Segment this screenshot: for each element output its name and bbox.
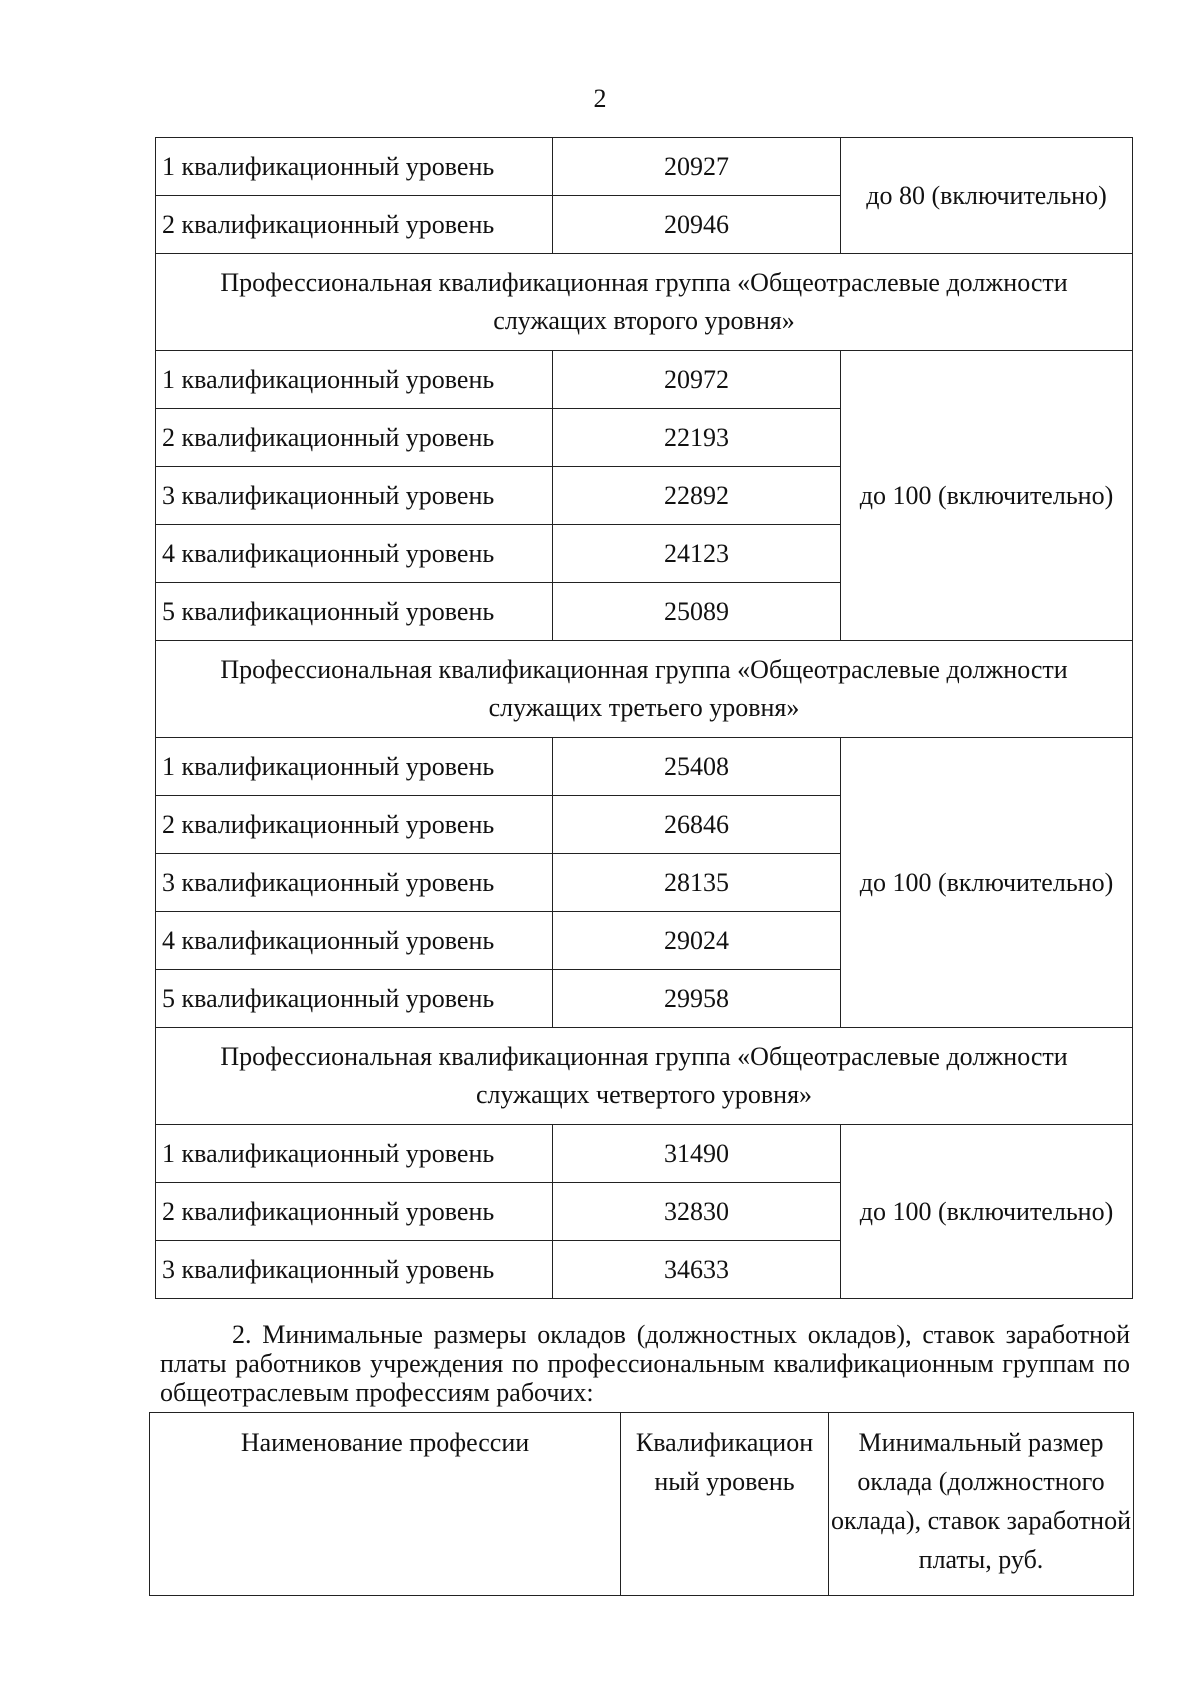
coefficient-cell: до 100 (включительно) xyxy=(841,1125,1133,1299)
salary-cell: 29024 xyxy=(553,912,841,970)
group-header-row xyxy=(156,641,1133,738)
coefficient-cell: до 100 (включительно) xyxy=(841,738,1133,1028)
salary-cell: 28135 xyxy=(553,854,841,912)
level-cell: 5 квалификационный уровень xyxy=(156,970,553,1028)
salary-cell: 22892 xyxy=(553,467,841,525)
coefficient-cell: до 80 (включительно) xyxy=(841,138,1133,254)
salary-table-workers xyxy=(149,1412,1134,1596)
level-cell: 2 квалификационный уровень xyxy=(156,796,553,854)
salary-cell: 25089 xyxy=(553,583,841,641)
level-cell: 5 квалификационный уровень xyxy=(156,583,553,641)
coefficient-cell: до 100 (включительно) xyxy=(841,351,1133,641)
salary-cell: 32830 xyxy=(553,1183,841,1241)
level-cell: 2 квалификационный уровень xyxy=(156,1183,553,1241)
table-row xyxy=(156,738,1133,796)
level-cell: 1 квалификационный уровень xyxy=(156,1125,553,1183)
group-header-row xyxy=(156,1028,1133,1125)
table-header-row xyxy=(150,1413,1134,1596)
header-profession-name: Наименование профессии xyxy=(150,1413,621,1596)
salary-cell: 20946 xyxy=(553,196,841,254)
group-title: Профессиональная квалификационная группа «Общеотраслевые должности служащих второго уровня» xyxy=(156,254,1133,351)
salary-cell: 25408 xyxy=(553,738,841,796)
group-title: Профессиональная квалификационная группа «Общеотраслевые должности служащих третьего уровня» xyxy=(156,641,1133,738)
salary-cell: 22193 xyxy=(553,409,841,467)
salary-table-employees xyxy=(155,137,1133,1299)
level-cell: 4 квалификационный уровень xyxy=(156,912,553,970)
paragraph-2: 2. Минимальные размеры окладов (должностных окладов), ставок заработной платы работников учреждения по профессиональным квалификационным группам по общеотраслевым профессиям рабочих: xyxy=(160,1320,1130,1407)
salary-cell: 34633 xyxy=(553,1241,841,1299)
table-row xyxy=(156,138,1133,196)
header-minimum-salary: Минимальный размер оклада (должностного оклада), ставок заработной платы, руб. xyxy=(829,1413,1134,1596)
level-cell: 3 квалификационный уровень xyxy=(156,854,553,912)
group-title: Профессиональная квалификационная группа «Общеотраслевые должности служащих четвертого уровня» xyxy=(156,1028,1133,1125)
salary-cell: 26846 xyxy=(553,796,841,854)
table-row xyxy=(156,351,1133,409)
table-row xyxy=(156,1125,1133,1183)
page-number: 2 xyxy=(593,84,607,113)
salary-cell: 24123 xyxy=(553,525,841,583)
salary-cell: 31490 xyxy=(553,1125,841,1183)
level-cell: 1 квалификационный уровень xyxy=(156,138,553,196)
salary-cell: 20972 xyxy=(553,351,841,409)
level-cell: 4 квалификационный уровень xyxy=(156,525,553,583)
level-cell: 3 квалификационный уровень xyxy=(156,1241,553,1299)
salary-cell: 20927 xyxy=(553,138,841,196)
level-cell: 3 квалификационный уровень xyxy=(156,467,553,525)
level-cell: 2 квалификационный уровень xyxy=(156,409,553,467)
salary-cell: 29958 xyxy=(553,970,841,1028)
level-cell: 2 квалификационный уровень xyxy=(156,196,553,254)
level-cell: 1 квалификационный уровень xyxy=(156,351,553,409)
group-header-row xyxy=(156,254,1133,351)
level-cell: 1 квалификационный уровень xyxy=(156,738,553,796)
header-qualification-level: Квалификацион ный уровень xyxy=(621,1413,829,1596)
